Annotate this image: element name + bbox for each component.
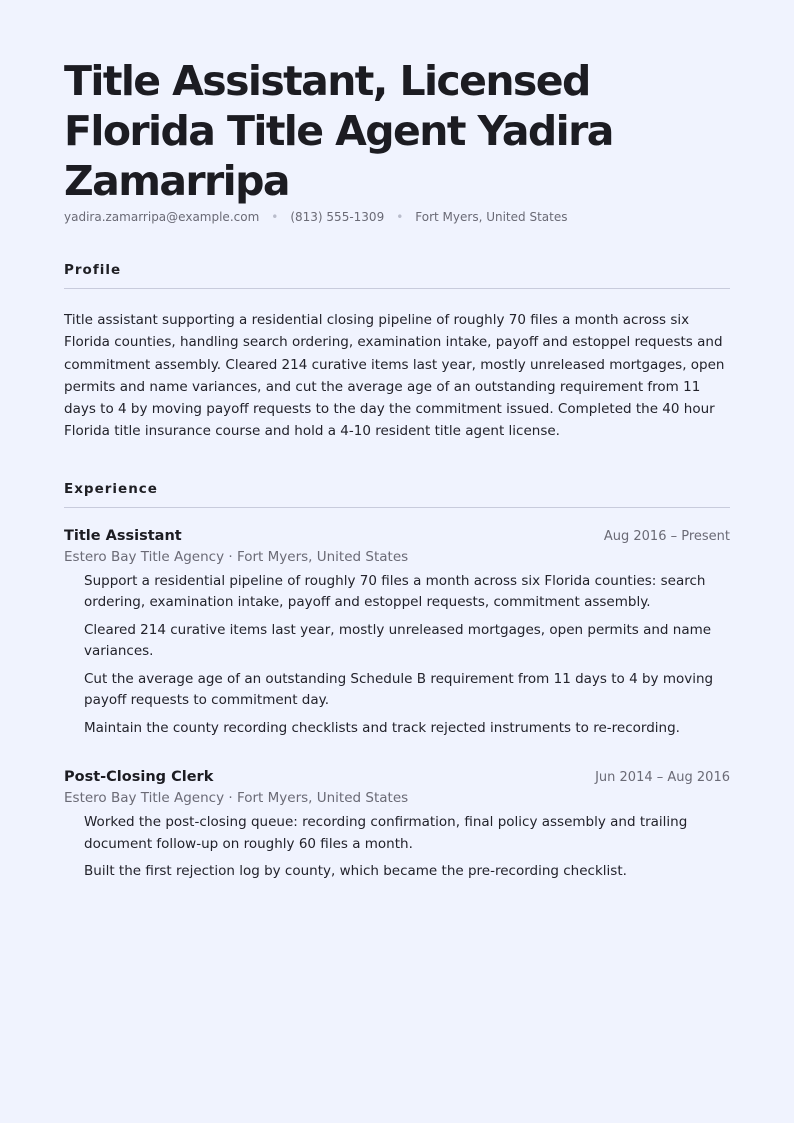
contact-location: Fort Myers, United States bbox=[415, 210, 568, 224]
job-bullets bbox=[64, 571, 730, 739]
job-dates: Jun 2014 – Aug 2016 bbox=[595, 770, 730, 786]
resume-content bbox=[64, 56, 730, 888]
profile-section bbox=[64, 262, 730, 443]
job-title: Post-Closing Clerk bbox=[64, 769, 214, 786]
experience-section bbox=[64, 481, 730, 883]
job-organization: Estero Bay Title Agency · Fort Myers, United States bbox=[64, 548, 409, 565]
job-bullet: Cleared 214 curative items last year, mostly unreleased mortgages, open permits and name variances. bbox=[84, 621, 712, 660]
job-bullet: Worked the post-closing queue: recording confirmation, final policy assembly and trailing document follow-up on roughly 60 files a month. bbox=[84, 814, 688, 852]
job-title: Title Assistant bbox=[64, 527, 182, 544]
job-entry bbox=[64, 528, 730, 739]
job-entry bbox=[64, 769, 730, 883]
profile-heading: Profile bbox=[64, 262, 730, 289]
contact-email[interactable]: yadira.zamarripa@example.com bbox=[64, 210, 260, 224]
job-bullets bbox=[64, 812, 730, 883]
job-bullet: Built the first rejection log by county, which became the pre-recording checklist. bbox=[84, 863, 627, 880]
job-bullet: Maintain the county recording checklists and track rejected instruments to re-recording. bbox=[84, 719, 680, 736]
contact-separator: • bbox=[396, 210, 404, 224]
job-organization: Estero Bay Title Agency · Fort Myers, United States bbox=[64, 790, 409, 807]
candidate-name: Title Assistant, Licensed Florida Title Agent Yadira Zamarripa bbox=[64, 57, 613, 205]
job-bullet: Cut the average age of an outstanding Schedule B requirement from 11 days to 4 by moving payoff requests to commitment day. bbox=[84, 670, 714, 709]
contact-line bbox=[64, 210, 730, 224]
job-header bbox=[64, 528, 730, 544]
job-header bbox=[64, 769, 730, 785]
experience-heading: Experience bbox=[64, 481, 730, 508]
contact-phone[interactable]: (813) 555-1309 bbox=[290, 210, 385, 224]
job-dates: Aug 2016 – Present bbox=[603, 528, 730, 544]
contact-separator: • bbox=[271, 210, 279, 224]
profile-summary: Title assistant supporting a residential closing pipeline of roughly 70 files a month across six Florida counties, handling search ordering, examination intake, payoff and estoppel requests and commitment assembly. Cleared 214 curative items last year, mostly unreleased mortgages, open permits and name variances, and cut the average age of an outstanding requirement from 11 days to 4 by moving payoff requests to the day the commitment issued. Completed the 40 hour Florida title insurance course and hold a 4-10 resident title agent license. bbox=[64, 312, 725, 440]
job-bullet: Support a residential pipeline of roughly 70 files a month across six Florida counties: search ordering, examination intake, payoff and estoppel requests, commitment assembly. bbox=[84, 572, 706, 611]
